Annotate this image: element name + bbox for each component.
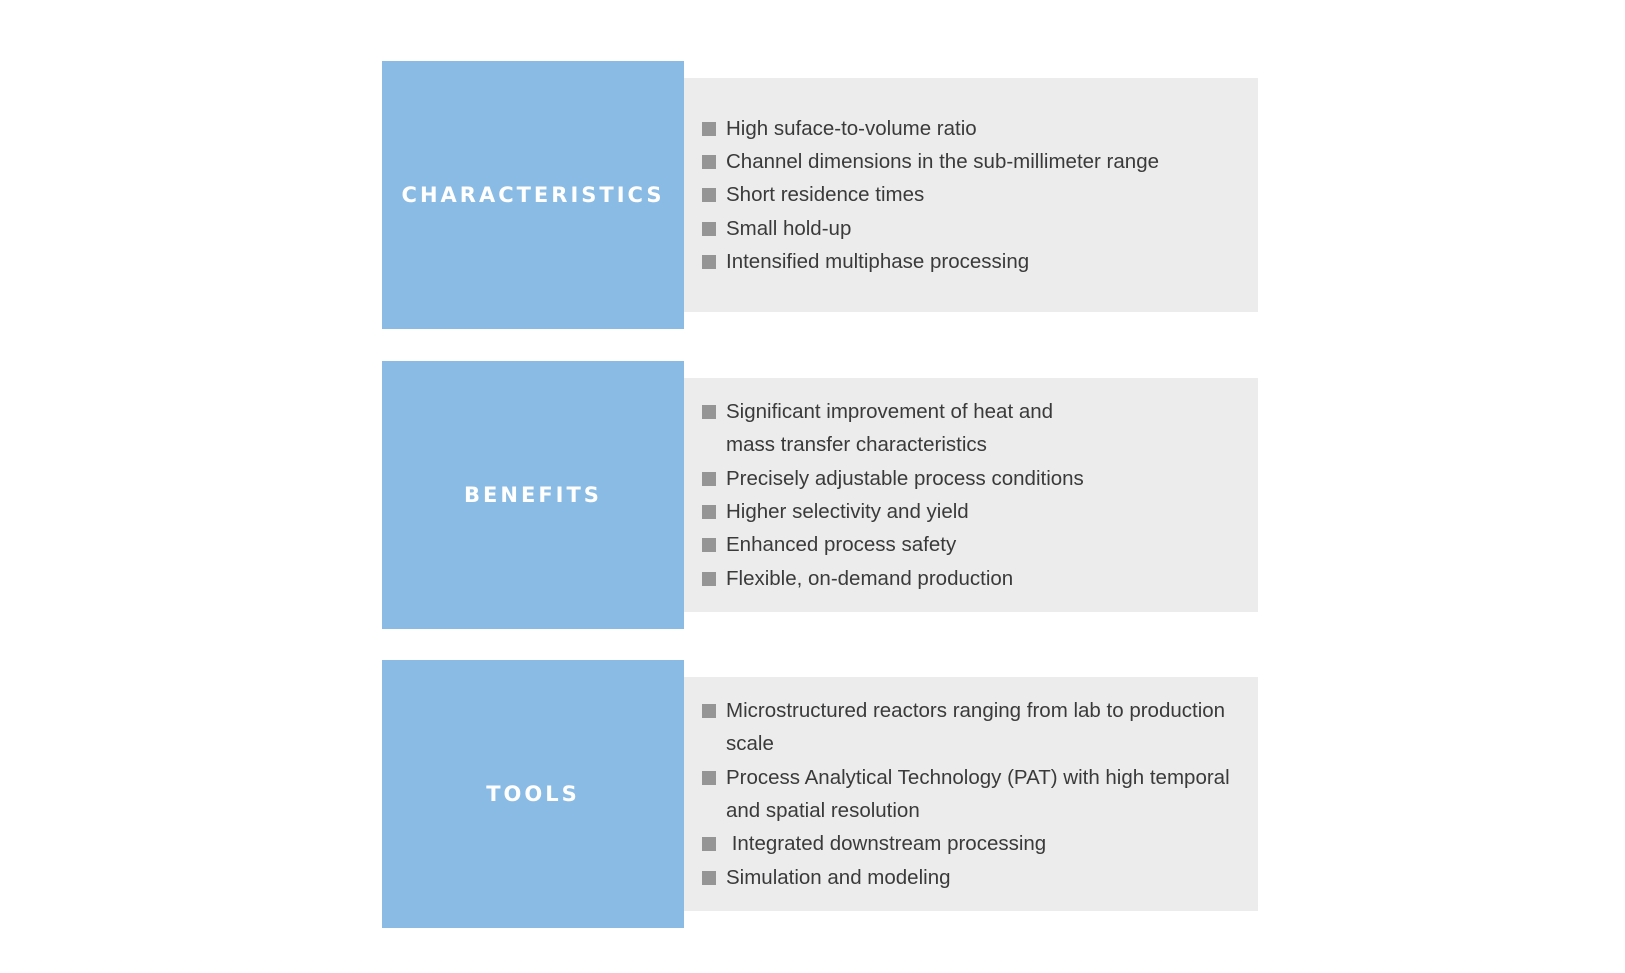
list-item xyxy=(702,245,1242,278)
list-item-text: Integrated downstream processing xyxy=(726,832,1047,856)
list-item-text: Higher selectivity and yield xyxy=(726,500,969,523)
list-item xyxy=(702,462,1242,495)
list-item-text: Enhanced process safety xyxy=(726,533,957,557)
list-item-text: Precisely adjustable process conditions xyxy=(726,466,1084,490)
benefits-list xyxy=(702,395,1242,595)
square-bullet-icon xyxy=(702,222,716,236)
list-item-text: Significant improvement of heat and mass transfer characteristics xyxy=(726,400,1054,457)
square-bullet-icon xyxy=(702,572,716,586)
list-item xyxy=(702,694,1242,761)
square-bullet-icon xyxy=(702,405,716,419)
list-item xyxy=(702,495,1242,528)
list-item xyxy=(702,761,1242,828)
list-item-text: Process Analytical Technology (PAT) with high temporal and spatial resolution xyxy=(726,765,1230,822)
tools-content xyxy=(684,677,1258,911)
list-item-text: Small hold-up xyxy=(726,216,852,240)
characteristics-list xyxy=(702,112,1242,278)
list-item xyxy=(702,861,1242,894)
list-item-text: High suface-to-volume ratio xyxy=(726,116,977,140)
list-item xyxy=(702,145,1242,178)
list-item-text: Flexible, on-demand production xyxy=(726,566,1014,590)
characteristics-section xyxy=(382,61,1258,329)
benefits-content xyxy=(684,378,1258,612)
benefits-label-box xyxy=(382,361,684,629)
list-item xyxy=(702,395,1242,462)
list-item-text: Intensified multiphase processing xyxy=(726,249,1030,273)
square-bullet-icon xyxy=(702,771,716,785)
square-bullet-icon xyxy=(702,505,716,519)
tools-label-box xyxy=(382,660,684,928)
square-bullet-icon xyxy=(702,871,716,885)
list-item xyxy=(702,112,1242,145)
square-bullet-icon xyxy=(702,255,716,269)
list-item xyxy=(702,212,1242,245)
list-item xyxy=(702,528,1242,561)
list-item xyxy=(702,827,1242,860)
square-bullet-icon xyxy=(702,155,716,169)
list-item-text: Microstructured reactors ranging from lab to production scale xyxy=(726,699,1226,756)
characteristics-label: CHARACTERISTICS xyxy=(401,183,665,207)
tools-label: TOOLS xyxy=(486,782,580,806)
list-item-text: Channel dimensions in the sub-millimeter range xyxy=(726,150,1159,174)
square-bullet-icon xyxy=(702,122,716,136)
square-bullet-icon xyxy=(702,472,716,486)
square-bullet-icon xyxy=(702,538,716,552)
list-item-text: Simulation and modeling xyxy=(726,865,951,889)
benefits-label: BENEFITS xyxy=(464,483,602,507)
characteristics-label-box xyxy=(382,61,684,329)
square-bullet-icon xyxy=(702,837,716,851)
square-bullet-icon xyxy=(702,188,716,202)
characteristics-content xyxy=(684,78,1258,312)
square-bullet-icon xyxy=(702,704,716,718)
list-item xyxy=(702,178,1242,211)
benefits-section xyxy=(382,361,1258,629)
list-item-text: Short residence times xyxy=(726,183,925,207)
tools-list xyxy=(702,694,1242,894)
list-item xyxy=(702,562,1242,595)
tools-section xyxy=(382,660,1258,928)
